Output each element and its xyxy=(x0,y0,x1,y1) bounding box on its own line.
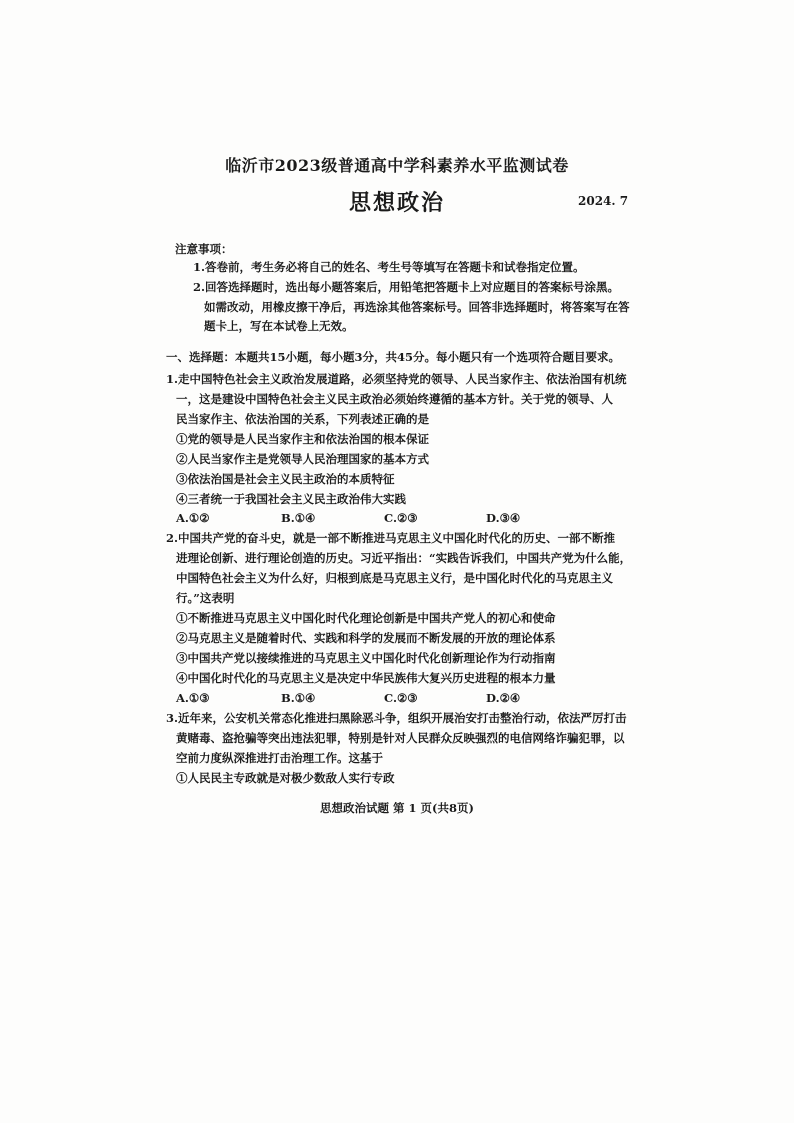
option-d: D.②④ xyxy=(486,691,521,705)
exam-date: 2024. 7 xyxy=(578,194,629,208)
question-item: ③中国共产党以接续推进的马克思主义中国化时代化创新理论作为行动指南 xyxy=(176,651,556,665)
notice-line: 如需改动，用橡皮擦干净后，再选涂其他答案标号。回答非选择题时，将答案写在答 xyxy=(204,300,630,314)
question-item: ①不断推进马克思主义中国化时代化理论创新是中国共产党人的初心和使命 xyxy=(176,611,556,625)
question-item: ④中国化时代化的马克思主义是决定中华民族伟大复兴历史进程的根本力量 xyxy=(176,671,556,685)
question-stem: 2.中国共产党的奋斗史，就是一部不断推进马克思主义中国化时代化的历史、一部不断推 xyxy=(166,531,616,545)
option-b: B.①④ xyxy=(281,511,316,525)
option-b: B.①④ xyxy=(281,691,316,705)
question-stem: 3.近年来，公安机关常态化推进扫黑除恶斗争，组织开展治安打击整治行动，依法严厉打击 xyxy=(166,711,627,725)
question-stem: 民当家作主、依法治国的关系，下列表述正确的是 xyxy=(176,412,429,426)
question-stem: 一，这是建设中国特色社会主义民主政治必须始终遵循的基本方针。关于党的领导、人 xyxy=(176,392,613,406)
question-item: ④三者统一于我国社会主义民主政治伟大实践 xyxy=(176,492,406,506)
section-heading: 一、选择题：本题共15小题，每小题3分，共45分。每小题只有一个选项符合题目要求。 xyxy=(166,350,621,364)
question-stem: 1.走中国特色社会主义政治发展道路，必须坚持党的领导、人民当家作主、依法治国有机统 xyxy=(166,372,627,386)
subject-title: 思想政治 xyxy=(348,190,445,216)
question-item: ②人民当家作主是党领导人民治理国家的基本方式 xyxy=(176,452,429,466)
question-stem: 空前力度纵深推进打击治理工作。这基于 xyxy=(176,751,383,765)
option-c: C.②③ xyxy=(384,511,418,525)
option-d: D.③④ xyxy=(486,511,521,525)
option-a: A.①② xyxy=(176,511,210,525)
question-stem: 进理论创新、进行理论创造的历史。习近平指出：“实践告诉我们，中国共产党为什么能， xyxy=(176,551,632,565)
question-item: ③依法治国是社会主义民主政治的本质特征 xyxy=(176,472,395,486)
notice-line: 题卡上，写在本试卷上无效。 xyxy=(204,319,354,333)
exam-title: 临沂市2023级普通高中学科素养水平监测试卷 xyxy=(225,156,569,175)
question-item: ①人民民主专政就是对极少数敌人实行专政 xyxy=(176,771,395,785)
question-stem: 中国特色社会主义为什么好，归根到底是马克思主义行，是中国化时代化的马克思主义 xyxy=(176,571,613,585)
answer-options xyxy=(176,688,626,708)
answer-options xyxy=(176,508,626,528)
question-stem: 黄赌毒、盗抢骗等突出违法犯罪，特别是针对人民群众反映强烈的电信网络诈骗犯罪，以 xyxy=(176,731,625,745)
option-a: A.①③ xyxy=(176,691,210,705)
question-item: ①党的领导是人民当家作主和依法治国的根本保证 xyxy=(176,432,429,446)
question-stem: 行。”这表明 xyxy=(176,591,235,605)
question-item: ②马克思主义是随着时代、实践和科学的发展而不断发展的开放的理论体系 xyxy=(176,631,556,645)
page-footer: 思想政治试题 第 1 页(共8页) xyxy=(320,801,474,815)
notice-line: 1.答卷前，考生务必将自己的姓名、考生号等填写在答题卡和试卷指定位置。 xyxy=(193,260,585,274)
option-c: C.②③ xyxy=(384,691,418,705)
notice-line: 2.回答选择题时，选出每小题答案后，用铅笔把答题卡上对应题目的答案标号涂黑。 xyxy=(193,280,620,294)
notice-heading: 注意事项： xyxy=(175,242,233,256)
